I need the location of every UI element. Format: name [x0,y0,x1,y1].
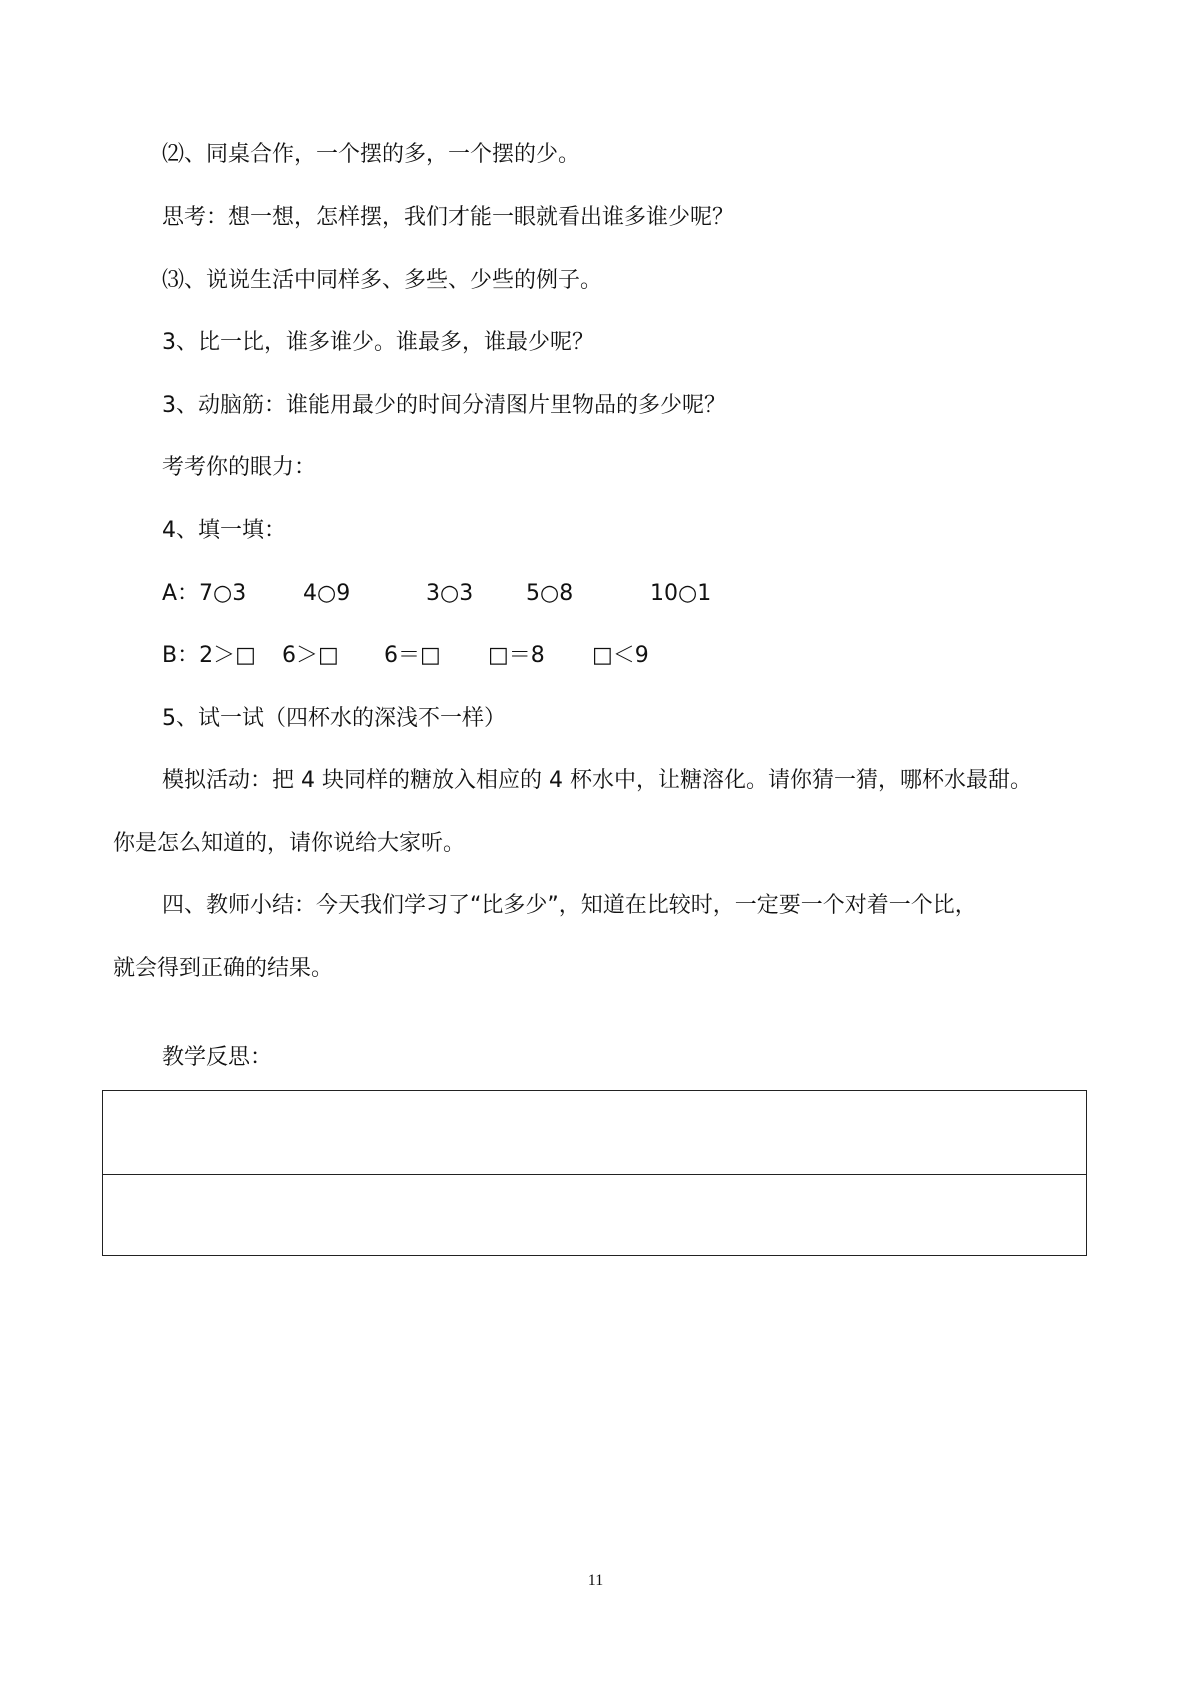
exercise-a-item: 3○3 [426,581,474,606]
exercise-a-item: 5○8 [526,581,574,606]
reflection-table [102,1090,1087,1256]
exercise-b-item: 6＞□ [282,643,339,668]
paragraph-simulation: 模拟活动：把 4 块同样的糖放入相应的 4 杯水中，让糖溶化。请你猜一猜，哪杯水最甜。 [162,768,1032,793]
paragraph-brain-teaser: 3、动脑筋：谁能用最少的时间分清图片里物品的多少呢？ [162,393,726,418]
paragraph-think: 思考：想一想，怎样摆，我们才能一眼就看出谁多谁少呢？ [162,205,735,230]
exercise-b-item: 6＝□ [384,643,441,668]
reflection-row [103,1091,1086,1175]
exercise-b-item: B：2＞□ [162,643,256,668]
paragraph-simulation-cont: 你是怎么知道的，请你说给大家听。 [113,831,466,856]
paragraph-step-3: ⑶、说说生活中同样多、多些、少些的例子。 [162,268,603,293]
paragraph-fill-in: 4、填一填： [162,518,286,543]
exercise-b-item: □＝8 [488,643,545,668]
exercise-a-item: A：7○3 [162,581,247,606]
reflection-row [103,1174,1086,1257]
paragraph-test-eyesight: 考考你的眼力： [162,455,317,480]
exercise-a-item: 10○1 [650,581,712,606]
page-number: 11 [587,1572,604,1589]
paragraph-compare: 3、比一比，谁多谁少。谁最多，谁最少呢？ [162,330,594,355]
exercise-b-item: □＜9 [592,643,649,668]
paragraph-summary-cont: 就会得到正确的结果。 [113,956,334,981]
paragraph-try: 5、试一试（四杯水的深浅不一样） [162,706,506,731]
reflection-label: 教学反思： [162,1045,273,1070]
paragraph-step-2: ⑵、同桌合作，一个摆的多，一个摆的少。 [162,142,581,167]
exercise-a-item: 4○9 [303,581,351,606]
paragraph-summary: 四、教师小结：今天我们学习了“比多少”，知道在比较时，一定要一个对着一个比， [162,893,977,918]
